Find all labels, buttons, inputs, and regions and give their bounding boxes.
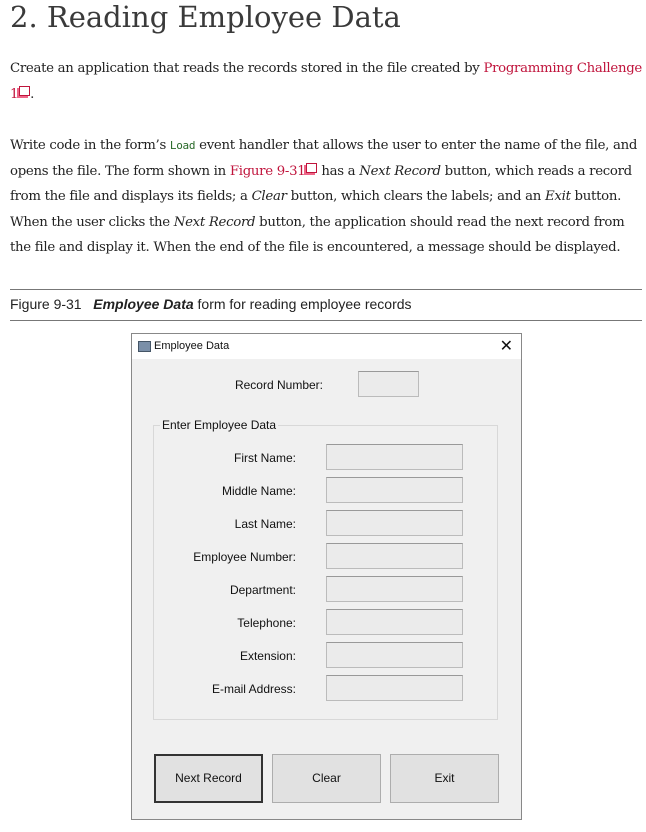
clear-button[interactable]: Clear (272, 754, 381, 803)
title-bar (132, 334, 521, 359)
group-label: Enter Employee Data (162, 418, 277, 432)
field-value (326, 576, 463, 602)
field-label: Department: (229, 583, 296, 597)
field-label: First Name: (233, 451, 296, 465)
field-label: Last Name: (234, 517, 296, 531)
field-value (326, 609, 463, 635)
field-value (326, 477, 463, 503)
app-icon (138, 341, 151, 352)
field-label: Employee Number: (193, 550, 296, 564)
record-number-label: Record Number: (234, 378, 323, 392)
field-label: Middle Name: (221, 484, 296, 498)
employee-data-window (131, 333, 522, 820)
paragraph-1: Create an application that reads the records stored in the file created by Programming Challenge 1 . (10, 61, 642, 102)
record-number-field (358, 371, 419, 397)
close-icon[interactable]: ✕ (499, 338, 513, 355)
field-value (326, 543, 463, 569)
figure-caption: Figure 9-31 Employee Data form for reading employee records (10, 296, 412, 312)
field-value (326, 642, 463, 668)
programming-challenge-link[interactable]: Programming Challenge 1 (10, 61, 642, 102)
field-label: E-mail Address: (211, 682, 296, 696)
exit-button[interactable]: Exit (390, 754, 499, 803)
paragraph-2: Write code in the form’s Load event handler that allows the user to enter the name of the file, and opens the file. The form shown in Figure 9-31 has a Next Record button, which reads a record from the file and displays its fields; a Clear button, which clears the labels; and an Exit button. When the user clicks the Next Record button, the application should read the next record from the file and display it. When the end of the file is encountered, a message should be displayed. (10, 138, 638, 255)
window-title: Employee Data (154, 340, 230, 352)
external-link-icon (19, 86, 30, 96)
field-value (326, 675, 463, 701)
field-value (326, 444, 463, 470)
field-label: Telephone: (237, 616, 296, 630)
figure-link[interactable]: Figure 9-31 (229, 163, 306, 179)
divider (10, 320, 642, 321)
page-title: 2. Reading Employee Data (10, 0, 401, 34)
field-label: Extension: (239, 649, 296, 663)
external-link-icon (306, 163, 317, 173)
field-value (326, 510, 463, 536)
next-record-button[interactable]: Next Record (154, 754, 263, 803)
divider (10, 289, 642, 290)
